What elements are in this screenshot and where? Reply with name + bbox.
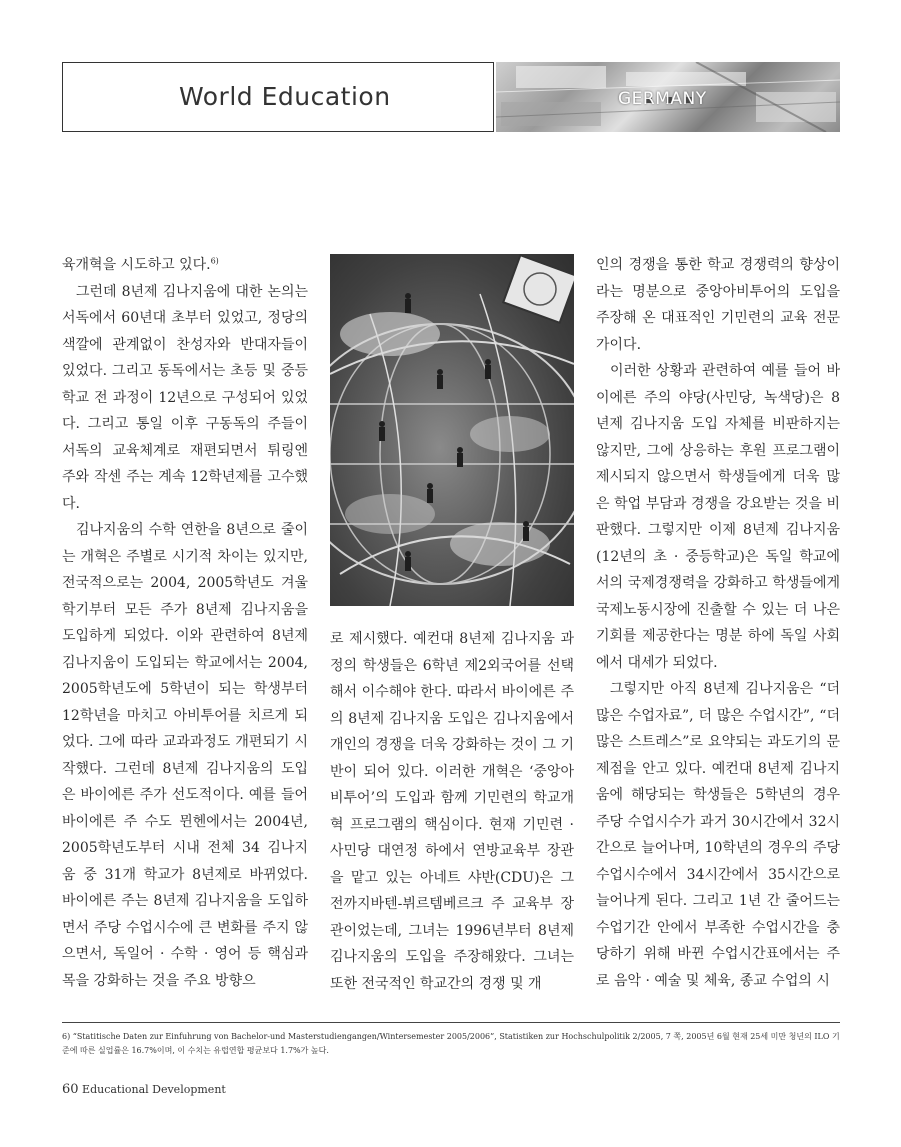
footnote-divider [62,1022,840,1023]
globe-network-illustration [330,254,574,606]
paragraph: 그렇지만 아직 8년제 김나지움은 “더 많은 수업자료”, 더 많은 수업시간”, “더 많은 스트레스”로 요약되는 과도기의 문제점을 안고 있다. 예컨대 8년제 김나지움에 해당되는 학생들은 5학년의 경우 주당 수업시수가 과거 30시간에서 32시간으로 늘어나며, 10학년의 경우의 주당 수업시수에서 34시간에서 35시간으로 늘어나게 된다. 그리고 1년 간 줄어드는 수업기간 안에서 부족한 수업시간을 충당하기 위해 바뀐 수업시간표에서는 주로 음악 · 예술 및 체육, 종교 수업의 시 [596,681,840,989]
paragraph-text: 육개혁을 시도하고 있다. [62,257,211,273]
text-column-left [62,252,308,994]
illustration-graphic [330,254,574,606]
header-title-box [62,62,494,132]
country-label: GERMANY [618,89,707,109]
header-photo-banner [496,62,840,132]
text-column-middle [330,626,574,997]
footnote: 6) “Statitische Daten zur Einfuhrung von Bachelor-und Masterstudiengangen/Wintersemester 2005/2006”, Statistiken zur Hochschulpolitik 2/2005, 7 쪽, 2005년 6월 현재 25세 미만 청년의 ILO 기준에 따른 실업률은 16.7%이며, 이 수치는 유럽연합 평균보다 1.7%가 높다. [62,1032,840,1055]
paragraph: 이러한 상황과 관련하여 예를 들어 바이에른 주의 야당(사민당, 녹색당)은 8년제 김나지움 도입 자체를 비판하지는 않지만, 그에 상응하는 후원 프로그램이 제시되지 않으면서 학생들에게 더욱 많은 학업 부담과 경쟁을 강요받는 것을 비판했다. 그렇지만 이제 8년제 김나지움(12년의 초 · 중등학교)은 독일 학교에서의 국제경쟁력을 강화하고 학생들에게 국제노동시장에 진출할 수 있는 더 나은 기회를 제공한다는 명분 하에 독일 사회에서 대세가 되었다. [596,363,840,671]
paragraph: 김나지움의 수학 연한을 8년으로 줄이는 개혁은 주별로 시기적 차이는 있지만, 전국적으로는 2004, 2005학년도 겨울학기부터 모든 주가 8년제 김나지움을 도입하게 되었다. 이와 관련하여 8년제 김나지움이 도입되는 학교에서는 2004, 2005학년도에 5학년이 되는 학생부터 12학년을 마치고 아비투어를 치르게 되었다. 그에 따라 교과과정도 개편되기 시작했다. 그런데 8년제 김나지움의 도입은 바이에른 주가 선도적이다. 예를 들어 바이에른 주 수도 뮌헨에서는 2004년, 2005학년도부터 시내 전체 34 김나지움 중 31개 학교가 8년제로 바뀌었다. 바이에른 주는 8년제 김나지움을 도입하면서 주당 수업시수에 큰 변화를 주지 않으면서, 독일어 · 수학 · 영어 등 핵심과목을 강화하는 것을 주요 방향으 [62,522,308,989]
paragraph [62,252,308,279]
text-column-right [596,252,840,994]
paragraph: 그런데 8년제 김나지움에 대한 논의는 서독에서 60년대 초부터 있었고, 정당의 색깔에 관계없이 찬성자와 반대자들이 있었다. 그리고 동독에서는 초등 및 중등학교 전 과정이 12년으로 구성되어 있었다. 그리고 통일 이후 구동독의 주들이 서독의 교육체계로 재편되면서 튀링엔 주와 작센 주는 계속 12학년제를 고수했다. [62,283,308,512]
page-footer [62,1082,226,1097]
publication-name: Educational Development [82,1083,226,1096]
section-title: World Education [179,82,391,111]
page-number: 60 [62,1082,79,1097]
footnote-marker: 6) [210,256,219,266]
paragraph: 로 제시했다. 예컨대 8년제 김나지움 과정의 학생들은 6학년 제2외국어를 선택해서 이수해야 한다. 따라서 바이에른 주의 8년제 김나지움 도입은 김나지움에서 개인의 경쟁을 더욱 강화하는 것이 그 기반이 되어 있다. 이러한 개혁은 ‘중앙아비투어’의 도입과 함께 기민련의 학교개혁 프로그램의 핵심이다. 현재 기민련 · 사민당 대연정 하에서 연방교육부 장관을 맡고 있는 아네트 샤반(CDU)은 그 전까지바텐-뷔르템베르크 주 교육부 장관이었는데, 그녀는 1996년부터 8년제 김나지움의 도입을 주장해왔다. 그녀는 또한 전국적인 학교간의 경쟁 및 개 [330,631,574,992]
paragraph: 인의 경쟁을 통한 학교 경쟁력의 향상이라는 명분으로 중앙아비투어의 도입을 주장해 온 대표적인 기민련의 교육 전문가이다. [596,257,840,353]
